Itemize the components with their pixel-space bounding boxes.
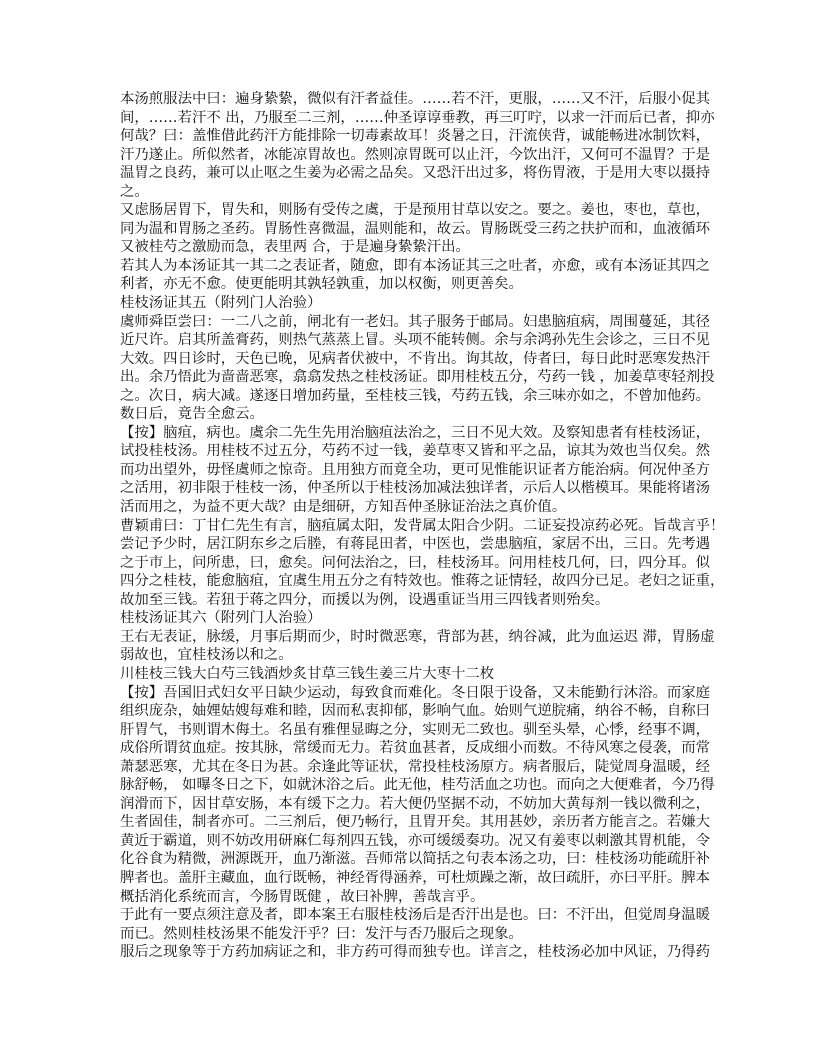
text-line: 出。余乃悟此为啬啬恶寒，翕翕发热之桂枝汤证。即用桂枝五分，芍药一钱 ，加姜草枣轻剂投	[120, 369, 715, 386]
text-line: 本汤煎服法中曰：遍身絷絷，微似有汗者益佳。……若不汗，更服，……又不汗，后服小促其	[120, 91, 711, 107]
text-line: 弱故也，宜桂枝汤以和之。	[120, 647, 293, 664]
text-line: 王右无表证，脉缓，月事后期而少，时时微恶寒，背部为甚，纳谷减，此为血运迟 滞，胃肠虚	[120, 628, 715, 645]
text-line: 而功出望外，毋怪虞师之惊奇。且用独方而竟全功，更可见惟能识证者方能治病。何况仲圣方	[120, 461, 711, 478]
text-line: 脉舒畅， 如曝冬日之下，如就沐浴之后。此无他，桂芍活血之功也。而向之大便难者，今乃得	[120, 777, 715, 794]
text-line: 尝记予少时，居江阴东乡之后塍，有蒋昆田者，中医也，尝患脑疽，家居不出，三日。先考遇	[120, 536, 711, 553]
text-line: 脾者也。盖肝主藏血，血行既畅，神经胥得涵养，可杜烦躁之渐，故曰疏肝，亦曰平肝。脾本	[120, 869, 711, 886]
paragraph	[120, 684, 715, 907]
paragraph	[120, 313, 715, 424]
text-line: 又虑肠居胃下，胃失和，则肠有受传之虞，于是预用甘草以安之。要之。姜也，枣也，草也，	[120, 202, 711, 219]
text-line: 间，……若汗不 出，乃服至二三剂，……仲圣谆谆垂教，再三叮咛，以求一汗而后已者，抑亦	[120, 109, 715, 126]
text-line: 【按】吾国旧式妇女平日缺少运动，每致食而难化。冬日限于设备，又未能勤行沐浴。而家庭	[120, 684, 711, 701]
text-line: 概括消化系统而言，今肠胃既健 ，故曰补脾，善哉言乎。	[120, 888, 485, 905]
text-line: 【按】脑疽，病也。虞余二先生先用治脑疽法治之，三日不见大效。及察知患者有桂枝汤证，	[120, 424, 711, 441]
text-line: 四分之桂枝，能愈脑疽，宜虞生用五分之有特效也。惟蒋之证情轻，故四分已足。老妇之证重，	[120, 573, 725, 590]
text-line: 曹颖甫曰：丁甘仁先生有言，脑疽属太阳，发背属太阳合少阴。二证妄投凉药必死。旨哉言乎！	[120, 517, 725, 534]
text-line: 何哉？曰：盖惟借此药汗方能排除一切毒素故耳！炎暑之日，汗流侠背，诚能畅进冰制饮料，	[120, 128, 711, 145]
text-line: 汗乃遂止。所似然者，冰能凉胃故也。然则凉胃既可以止汗，今饮出汗，又何可不温胃？于是	[120, 146, 711, 163]
text-line: 之。次日，病大减。遂逐日增加药量，至桂枝三钱，芍药五钱，余三味亦如之，不曾加他药。	[120, 387, 711, 404]
text-line: 温胃之良药，兼可以止呕之生姜为必需之品矣。又恐汗出过多，将伤胃液，于是用大枣以摄持	[120, 165, 711, 182]
text-line: 服后之现象等于方药加病证之和，非方药可得而独专也。详言之，桂枝汤必加中风证，乃得药	[120, 944, 711, 961]
text-line: 故加至三钱。若狃于蒋之四分，而援以为例，设遇重证当用三四钱者则殆矣。	[120, 591, 610, 608]
text-line: 桂枝汤证其六（附列门人治验）	[120, 610, 322, 627]
paragraph	[120, 257, 710, 294]
text-line: 同为温和胃肠之圣药。胃肠性喜微温，温则能和，故云。胃肠既受三药之扶护而和，血液循环	[120, 220, 711, 237]
text-line: 近尺许。启其所盖膏药，则热气蒸蒸上冒。头项不能转侧。余与余鸿孙先生会诊之，三日不见	[120, 332, 711, 349]
section-heading	[120, 609, 710, 628]
text-line: 生者固佳，制者亦可。二三剂后，便乃畅行，且胃开矣。其用甚妙，亲历者方能言之。若嫌大	[120, 814, 711, 831]
text-line: 润滑而下，因甘草安肠，本有缓下之力。若大便仍坚据不动，不妨加大黄每剂一钱以微利之，	[120, 795, 711, 812]
text-line: 试投桂枝汤。用桂枝不过五分，芍药不过一钱，姜草枣又皆和平之品，谅其为效也当仅矣。然	[120, 443, 711, 460]
text-line: 大效。四日诊时，天色已晚，见病者伏被中，不肯出。询其故，侍者曰，每日此时恶寒发热汗	[120, 350, 711, 367]
paragraph	[120, 201, 710, 257]
text-line: 而已。然则桂枝汤果不能发汗乎？曰：发汗与否乃服后之现象。	[120, 925, 523, 942]
text-line: 化谷食为精微，洲源既开，血乃渐滋。吾师常以简括之句表本汤之功，曰：桂枝汤功能疏肝补	[120, 851, 711, 868]
paragraph	[120, 906, 710, 943]
paragraph	[120, 90, 715, 201]
text-line: 组织庞杂，妯娌姑嫂每难和睦，因而私衷抑郁，影响气血。始则气逆脘痛，纳谷不畅，自称曰	[120, 703, 711, 720]
text-line: 川桂枝三钱大白芍三钱酒炒炙甘草三钱生姜三片大枣十二枚	[120, 665, 495, 682]
text-line: 之于市上，问所患，曰，愈矣。问何法治之，曰，桂枝汤耳。问用桂枝几何，曰，四分耳。似	[120, 554, 711, 571]
text-line: 又被桂芍之激励而急，表里两 合，于是遍身絷絷汗出。	[120, 239, 470, 256]
text-line: 若其人为本汤证其一其二之表证者，随愈，即有本汤证其三之吐者，亦愈，或有本汤证其四之	[120, 257, 711, 274]
section-heading	[120, 294, 710, 313]
text-line: 于此有一要点须注意及者，即本案王右服桂枝汤后是否汗出是也。曰：不汗出，但觉周身温暖	[120, 907, 711, 924]
text-line: 黄近于霸道，则不妨改用研麻仁每剂四五钱，亦可缓缓奏功。况又有姜枣以刺激其胃机能，令	[120, 832, 711, 849]
text-line: 成俗所谓贫血症。按其脉，常缓而无力。若贫血甚者，反成细小而数。不待风寒之侵袭，而常	[120, 740, 711, 757]
text-line: 活而用之，为益不更大哉？由是细研，方知吾仲圣脉证治法之真价值。	[120, 499, 567, 516]
text-line: 肝胃气，书则谓木侮土。名虽有雅俚显晦之分，实则无二致也。驯至头晕，心悸，经事不调，	[120, 721, 711, 738]
paragraph	[120, 517, 725, 610]
text-line: 之。	[120, 183, 149, 200]
document-body	[120, 90, 725, 962]
text-line: 之活用，初非限于桂枝一汤，仲圣所以于桂枝汤加减法独详者，示后人以楷模耳。果能将诸汤	[120, 480, 711, 497]
text-line: 萧瑟恶寒，尤其在冬日为甚。余逢此等证状，常投桂枝汤原方。病者服后，陡觉周身温暖，经	[120, 758, 711, 775]
text-line: 虞师舜臣尝曰：一二八之前，闸北有一老妇。其子服务于邮局。妇患脑疽病，周围蔓延，其径	[120, 313, 711, 330]
paragraph	[120, 665, 710, 684]
text-line: 利者，亦无不愈。使更能明其孰轻孰重，加以权衡，则更善矣。	[120, 276, 523, 293]
text-line: 桂枝汤证其五（附列门人治验）	[120, 295, 322, 312]
paragraph	[120, 424, 710, 517]
text-line: 数日后，竟告全愈云。	[120, 406, 264, 423]
paragraph	[120, 628, 715, 665]
paragraph	[120, 943, 710, 962]
